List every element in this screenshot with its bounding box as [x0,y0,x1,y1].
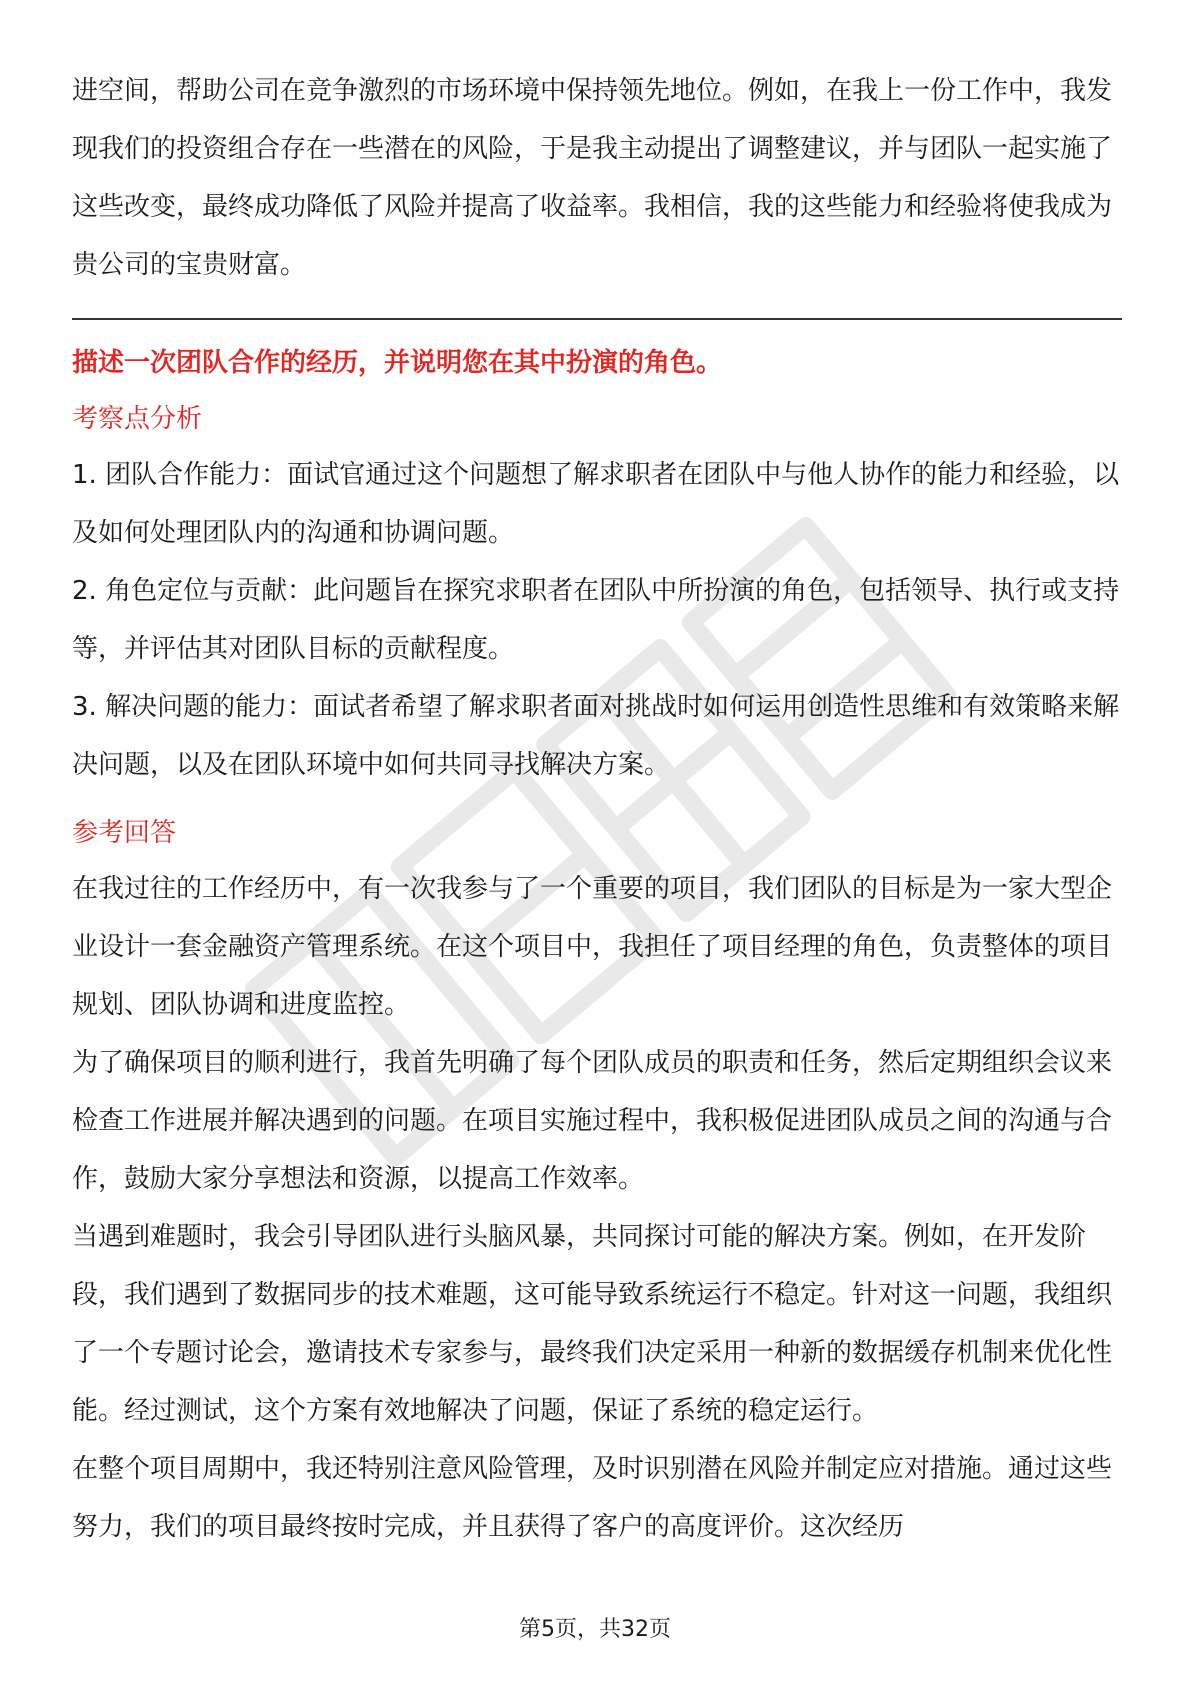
section-divider [72,318,1122,320]
answer-heading: 参考回答 [72,818,177,848]
analysis-point: 3. 解决问题的能力：面试者希望了解求职者面对挑战时如何运用创造性思维和有效策略来解决问题，以及在团队环境中如何共同寻找解决方案。 [72,692,1120,780]
answer-paragraph: 当遇到难题时，我会引导团队进行头脑风暴，共同探讨可能的解决方案。例如，在开发阶段，我们遇到了数据同步的技术难题，这可能导致系统运行不稳定。针对这一问题，我组织了一个专题讨论会，邀请技术专家参与，最终我们决定采用一种新的数据缓存机制来优化性能。经过测试，这个方案有效地解决了问题，保证了系统的稳定运行。 [72,1222,1113,1426]
analysis-heading: 考察点分析 [72,404,203,434]
answer-paragraph: 在我过往的工作经历中，有一次我参与了一个重要的项目，我们团队的目标是为一家大型企业设计一套金融资产管理系统。在这个项目中，我担任了项目经理的角色，负责整体的项目规划、团队协调和进度监控。 [72,874,1113,1020]
answer-paragraph: 为了确保项目的顺利进行，我首先明确了每个团队成员的职责和任务，然后定期组织会议来检查工作进展并解决遇到的问题。在项目实施过程中，我积极促进团队成员之间的沟通与合作，鼓励大家分享想法和资源，以提高工作效率。 [72,1048,1113,1194]
document-page [72,62,1122,1556]
answer-paragraph: 在整个项目周期中，我还特别注意风险管理，及时识别潜在风险并制定应对措施。通过这些努力，我们的项目最终按时完成，并且获得了客户的高度评价。这次经历 [72,1454,1113,1542]
analysis-point: 2. 角色定位与贡献：此问题旨在探究求职者在团队中所扮演的角色，包括领导、执行或支持等，并评估其对团队目标的贡献程度。 [72,576,1120,664]
analysis-point: 1. 团队合作能力：面试官通过这个问题想了解求职者在团队中与他人协作的能力和经验，以及如何处理团队内的沟通和协调问题。 [72,460,1120,548]
intro-paragraph: 进空间，帮助公司在竞争激烈的市场环境中保持领先地位。例如，在我上一份工作中，我发现我们的投资组合存在一些潜在的风险，于是我主动提出了调整建议，并与团队一起实施了这些改变，最终成功降低了风险并提高了收益率。我相信，我的这些能力和经验将使我成为贵公司的宝贵财富。 [72,76,1113,280]
page-number: 第5页，共32页 [519,1617,671,1642]
interview-question: 描述一次团队合作的经历，并说明您在其中扮演的角色。 [72,348,723,378]
